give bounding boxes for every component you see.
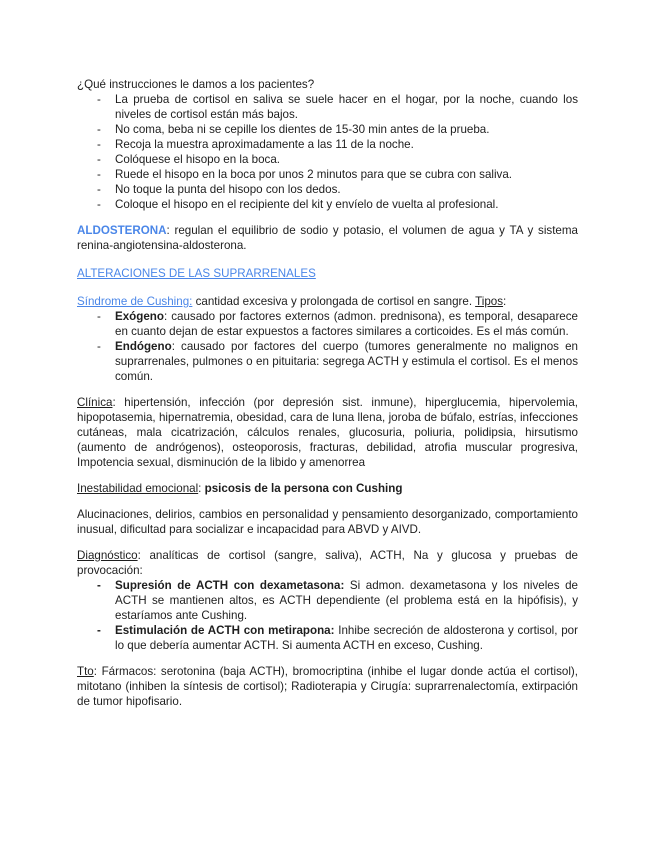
test-term: Estimulación de ACTH con metirapona:	[115, 624, 335, 637]
types-list	[77, 309, 578, 384]
list-item: - Recoja la muestra aproximadamente a las 11 de la noche.	[77, 137, 578, 152]
inestabilidad-paragraph	[77, 481, 578, 496]
section-heading	[77, 266, 578, 281]
list-item: - No coma, beba ni se cepille los dientes de 15-30 min antes de la prueba.	[77, 122, 578, 137]
aldosterona-text: : regulan el equilibrio de sodio y potasio, el volumen de agua y TA y sistema renina-angiotensina-aldosterona.	[77, 224, 578, 252]
type-text: : causado por factores del cuerpo (tumores generalmente no malignos en suprarrenales, pulmones o en pituitaria: segrega ACTH y estimula el cortisol. Es el menos común.	[115, 340, 578, 383]
clinica-paragraph	[77, 395, 578, 470]
cushing-paragraph	[77, 294, 578, 309]
cushing-term: Síndrome de Cushing:	[77, 295, 193, 308]
question-heading: ¿Qué instrucciones le damos a los pacientes?	[77, 78, 315, 91]
aldosterona-paragraph	[77, 223, 578, 253]
tto-paragraph	[77, 664, 578, 709]
test-text: Si admon. dexametasona y los niveles de ACTH se mantienen altos, es ACTH dependiente (el problema está en la hipófisis), y estaríamos ante Cushing.	[115, 579, 578, 622]
tipos-colon: :	[503, 295, 507, 308]
list-item	[77, 309, 578, 339]
test-text: Inhibe secreción de aldosterona y cortisol, por lo que debería aumentar ACTH. Si aumenta ACTH en exceso, Cushing.	[115, 624, 578, 652]
type-term: Exógeno	[115, 310, 164, 323]
tto-text: : Fármacos: serotonina (baja ACTH), bromocriptina (inhibe el lugar donde actúa el cortisol), mitotano (inhiben la síntesis de cortisol); Radioterapia y Cirugía: suprarrenalectomía, extirpación de tumor hipofisario.	[77, 665, 578, 708]
list-item	[77, 578, 578, 623]
alucinaciones-paragraph: Alucinaciones, delirios, cambios en personalidad y pensamiento desorganizado, comportamiento inusual, dificultad para socializar e incapacidad para ABVD y AIVD.	[77, 508, 578, 536]
instructions-list	[77, 92, 578, 212]
aldosterona-term: ALDOSTERONA	[77, 224, 167, 237]
list-item: - Ruede el hisopo en la boca por unos 2 minutos para que se cubra con saliva.	[77, 167, 578, 182]
document-page	[77, 77, 578, 709]
list-item: - La prueba de cortisol en saliva se suele hacer en el hogar, por la noche, cuando los niveles de cortisol están más bajos.	[77, 92, 578, 122]
list-item: - Colóquese el hisopo en la boca.	[77, 152, 578, 167]
cushing-text: cantidad excesiva y prolongada de cortisol en sangre.	[192, 295, 476, 308]
tests-list	[77, 578, 578, 653]
list-item: - No toque la punta del hisopo con los dedos.	[77, 182, 578, 197]
diagnostico-label: Diagnóstico	[77, 549, 138, 562]
test-term: Supresión de ACTH con dexametasona:	[115, 579, 345, 592]
clinica-label: Clínica	[77, 396, 113, 409]
section-heading-text: ALTERACIONES DE LAS SUPRARRENALES	[77, 267, 316, 280]
list-item: - Coloque el hisopo en el recipiente del kit y envíelo de vuelta al profesional.	[77, 197, 578, 212]
tto-label: Tto	[77, 665, 94, 678]
tipos-label: Tipos	[475, 295, 504, 308]
clinica-text: : hipertensión, infección (por depresión sist. inmune), hiperglucemia, hipervolemia, hipopotasemia, hipernatremia, obesidad, cara de luna llena, joroba de búfalo, estrías, infecciones cutáneas, mala cicatrización, cálculos renales, glucosuria, poliuria, polidipsia, hirsutismo (aumento de andrógenos), osteoporosis, fracturas, debilidad, atrofia muscular progresiva, Impotencia sexual, disminución de la libido y amenorrea	[77, 396, 578, 469]
inestabilidad-label: Inestabilidad emocional	[77, 482, 199, 495]
inestabilidad-bold-text: psicosis de la persona con Cushing	[201, 482, 403, 495]
inestabilidad-colon: :	[198, 482, 202, 495]
diagnostico-paragraph	[77, 548, 578, 578]
list-item	[77, 339, 578, 384]
list-item	[77, 623, 578, 653]
type-text: : causado por factores externos (admon. prednisona), es temporal, desaparece en cuanto dejan de estar expuestos a factores similares a corticoides. Es el más común.	[115, 310, 578, 338]
diagnostico-text: : analíticas de cortisol (sangre, saliva), ACTH, Na y glucosa y pruebas de provocación:	[77, 549, 578, 577]
type-term: Endógeno	[115, 340, 172, 353]
